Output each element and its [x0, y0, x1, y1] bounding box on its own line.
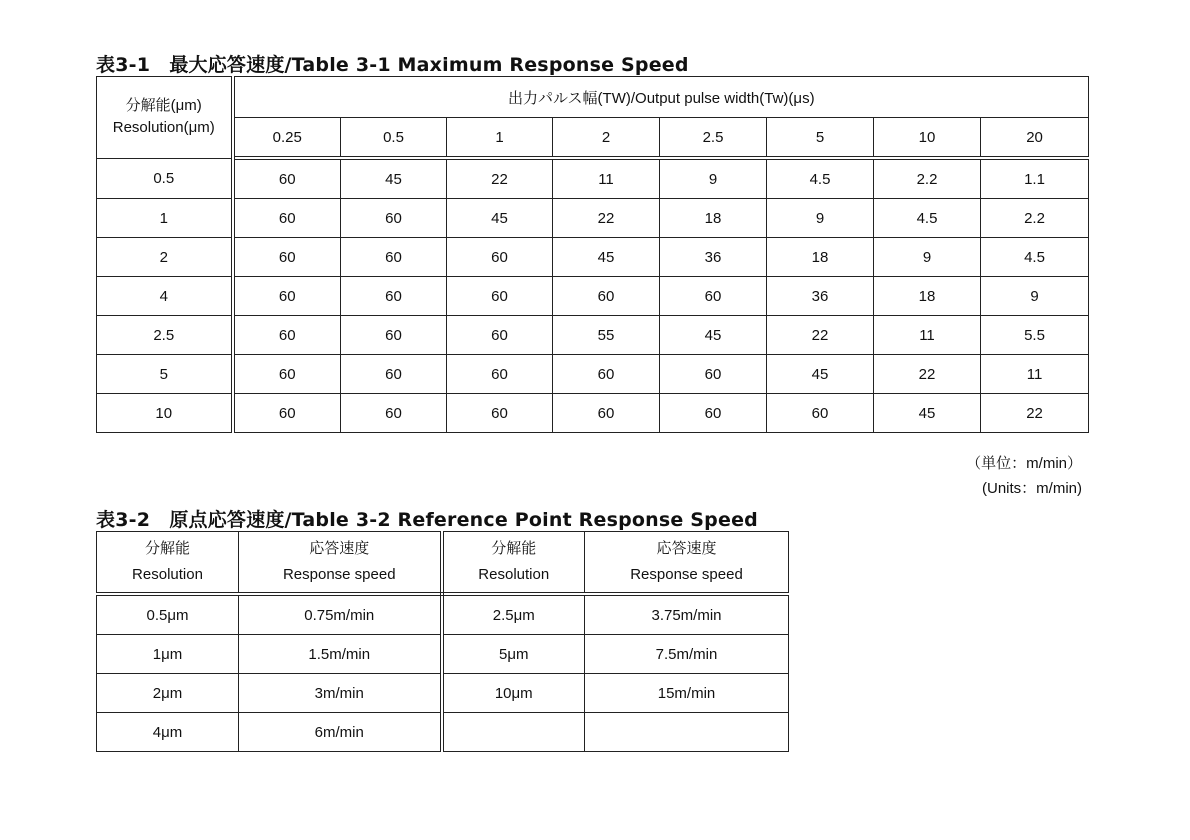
table2-header-row: [97, 532, 789, 595]
speed-cell: 22: [447, 158, 553, 199]
pulse-width-cell: 0.5: [341, 118, 447, 159]
pulse-width-cell: 20: [981, 118, 1089, 159]
resolution-cell: 10: [97, 394, 233, 433]
speed-cell: 4.5: [981, 238, 1089, 277]
resolution-header-ja: 分解能(μm): [125, 97, 202, 115]
header-ja: 応答速度: [309, 540, 370, 557]
table-row: [97, 199, 1089, 238]
unit-note-en: (Units：m/min): [982, 480, 1082, 497]
speed-cell: 45: [553, 238, 660, 277]
speed-cell: 60: [341, 355, 447, 394]
resolution-header-cell: [97, 77, 233, 159]
header-en: Response speed: [282, 566, 396, 583]
speed-cell: 45: [341, 158, 447, 199]
max-response-speed-table: [96, 76, 1089, 433]
speed-cell: 60: [341, 199, 447, 238]
speed-cell: 22: [874, 355, 981, 394]
speed-cell: 22: [767, 316, 874, 355]
table1-title: 表3-1 最大応答速度/Table 3-1 Maximum Response Speed: [96, 54, 689, 76]
table2-header-cell: [97, 532, 239, 595]
speed-cell: 60: [233, 199, 341, 238]
reference-point-response-speed-table: [96, 531, 789, 752]
speed-cell: 18: [767, 238, 874, 277]
response-speed-cell: 15m/min: [585, 674, 789, 713]
response-speed-cell: 1.5m/min: [239, 635, 442, 674]
header-en: Resolution: [132, 566, 203, 583]
response-speed-cell: 0.75m/min: [239, 594, 442, 635]
resolution-cell: 1: [97, 199, 233, 238]
speed-cell: 60: [341, 238, 447, 277]
speed-cell: 60: [447, 277, 553, 316]
speed-cell: 36: [660, 238, 767, 277]
speed-cell: 60: [341, 394, 447, 433]
speed-cell: 45: [874, 394, 981, 433]
speed-cell: 11: [553, 158, 660, 199]
speed-cell: 22: [553, 199, 660, 238]
table-row: [97, 635, 789, 674]
response-speed-cell: [585, 713, 789, 752]
resolution-cell: 1μm: [97, 635, 239, 674]
resolution-cell: 2μm: [97, 674, 239, 713]
resolution-cell: 4μm: [97, 713, 239, 752]
resolution-cell: 5μm: [442, 635, 585, 674]
speed-cell: 36: [767, 277, 874, 316]
speed-cell: 2.2: [981, 199, 1089, 238]
pulse-width-cell: 2.5: [660, 118, 767, 159]
table-row: [97, 316, 1089, 355]
speed-cell: 4.5: [874, 199, 981, 238]
pulse-width-header: 出力パルス幅(TW)/Output pulse width(Tw)(μs): [233, 77, 1089, 118]
header-ja: 応答速度: [656, 540, 717, 557]
speed-cell: 60: [447, 238, 553, 277]
resolution-header-en: Resolution(μm): [112, 119, 215, 137]
table-row: [97, 158, 1089, 199]
header-en: Resolution: [478, 566, 550, 583]
resolution-cell: 0.5μm: [97, 594, 239, 635]
table-row: [97, 277, 1089, 316]
resolution-cell: 10μm: [442, 674, 585, 713]
speed-cell: 60: [233, 394, 341, 433]
speed-cell: 4.5: [767, 158, 874, 199]
resolution-cell: [442, 713, 585, 752]
speed-cell: 60: [447, 394, 553, 433]
speed-cell: 9: [660, 158, 767, 199]
table-row: [97, 674, 789, 713]
response-speed-cell: 7.5m/min: [585, 635, 789, 674]
speed-cell: 11: [981, 355, 1089, 394]
resolution-cell: 4: [97, 277, 233, 316]
table-row: [97, 355, 1089, 394]
speed-cell: 60: [341, 316, 447, 355]
speed-cell: 55: [553, 316, 660, 355]
speed-cell: 60: [447, 316, 553, 355]
pulse-width-cell: 1: [447, 118, 553, 159]
resolution-cell: 2.5: [97, 316, 233, 355]
pulse-width-cell: 10: [874, 118, 981, 159]
speed-cell: 60: [341, 277, 447, 316]
speed-cell: 2.2: [874, 158, 981, 199]
speed-cell: 22: [981, 394, 1089, 433]
table2-header-cell: [442, 532, 585, 595]
speed-cell: 60: [233, 316, 341, 355]
speed-cell: 18: [874, 277, 981, 316]
speed-cell: 60: [553, 394, 660, 433]
response-speed-cell: 6m/min: [239, 713, 442, 752]
table2-title: 表3-2 原点応答速度/Table 3-2 Reference Point Response Speed: [96, 509, 758, 531]
table-row: [97, 594, 789, 635]
speed-cell: 60: [553, 355, 660, 394]
header-ja: 分解能: [491, 540, 537, 557]
speed-cell: 60: [233, 277, 341, 316]
speed-cell: 45: [660, 316, 767, 355]
table-row: [97, 238, 1089, 277]
speed-cell: 60: [553, 277, 660, 316]
unit-note-ja: （単位：m/min）: [966, 455, 1082, 472]
header-ja: 分解能: [144, 540, 190, 557]
speed-cell: 60: [660, 394, 767, 433]
table-row: [97, 394, 1089, 433]
table-row: [97, 713, 789, 752]
speed-cell: 60: [447, 355, 553, 394]
speed-cell: 11: [874, 316, 981, 355]
speed-cell: 60: [660, 277, 767, 316]
speed-cell: 9: [767, 199, 874, 238]
speed-cell: 18: [660, 199, 767, 238]
speed-cell: 60: [233, 355, 341, 394]
pulse-width-cell: 2: [553, 118, 660, 159]
header-en: Response speed: [630, 566, 743, 583]
speed-cell: 60: [233, 158, 341, 199]
speed-cell: 9: [981, 277, 1089, 316]
table2-header-cell: [585, 532, 789, 595]
resolution-cell: 2: [97, 238, 233, 277]
speed-cell: 45: [447, 199, 553, 238]
speed-cell: 45: [767, 355, 874, 394]
response-speed-cell: 3m/min: [239, 674, 442, 713]
speed-cell: 9: [874, 238, 981, 277]
pulse-width-cell: 0.25: [233, 118, 341, 159]
speed-cell: 60: [233, 238, 341, 277]
table2-header-cell: [239, 532, 442, 595]
speed-cell: 1.1: [981, 158, 1089, 199]
speed-cell: 60: [660, 355, 767, 394]
pulse-width-row: [97, 118, 1089, 159]
pulse-width-cell: 5: [767, 118, 874, 159]
resolution-cell: 2.5μm: [442, 594, 585, 635]
resolution-cell: 0.5: [97, 158, 233, 199]
speed-cell: 60: [767, 394, 874, 433]
resolution-cell: 5: [97, 355, 233, 394]
response-speed-cell: 3.75m/min: [585, 594, 789, 635]
speed-cell: 5.5: [981, 316, 1089, 355]
